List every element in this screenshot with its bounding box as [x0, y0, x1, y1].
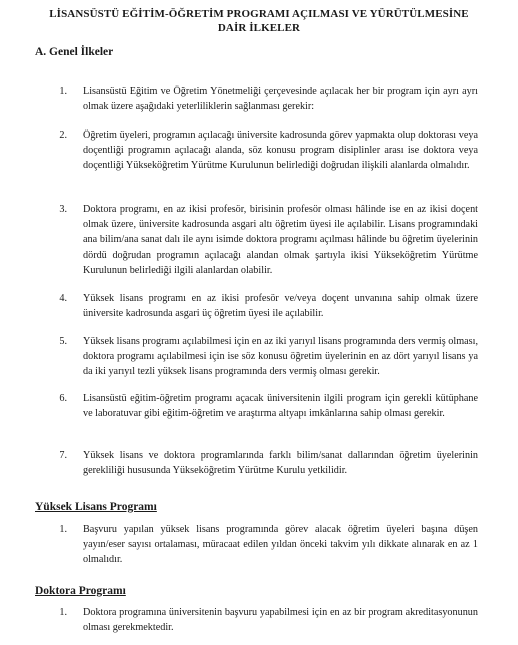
list-item	[40, 522, 478, 568]
list-item	[40, 291, 478, 321]
list-item-text: Doktora programı, en az ikisi profesör, birisinin profesör olması hâlinde ise en az ikisi doçent olmak üzere, üniversite kadrosunda asgari altı öğretim üyesi ile açılabilir. Lisans programındaki ana bilim/ana sanat dalı ile aynı isimde doktora programı açılması hâlinde bu öğretim üyelerinin dördü doğrudan programın açılacağı alandan olmak şartıyla ikisi Yükseköğretim Yürütme Kurulunun belirlediği ilgili alanlardan olabilir.	[83, 204, 478, 276]
list-item-number: 4.	[59, 293, 67, 304]
list-item-text: Başvuru yapılan yüksek lisans programında görev alacak öğretim üyeleri başına düşen yayın/eser sayısı ortalaması, müracaat edilen yıldan önceki takvim yılı dikkate alınarak en az 1 olmalıdır.	[83, 524, 478, 566]
list-item-text: Lisansüstü eğitim-öğretim programı açacak üniversitenin ilgili program için gerekli kütüphane ve laboratuvar gibi eğitim-öğretim ve araştırma altyapı imkânlarına sahip olması gerekir.	[83, 393, 478, 420]
list-item	[40, 202, 478, 278]
list-item-number: 2.	[59, 130, 67, 141]
list-item-text: Öğretim üyeleri, programın açılacağı üniversite kadrosunda görev yapmakta olup doktorası veya doçentliği programın açılacağı alanda, söz konusu program disiplinler arası ise doktora veya doçentliği Yükseköğretim Yürütme Kurulunun belirlediği doğrudan ilişkili alanlarda olmalıdır.	[83, 130, 478, 172]
list-item	[40, 605, 478, 635]
list-item-number: 1.	[59, 607, 67, 618]
list-item	[40, 334, 478, 380]
list-item-text: Doktora programına üniversitenin başvuru yapabilmesi için en az bir program akreditasyonunun olması gerekmektedir.	[83, 607, 478, 634]
document-title	[30, 7, 488, 35]
list-item-text: Lisansüstü Eğitim ve Öğretim Yönetmeliği çerçevesinde açılacak her bir program için ayrı ayrı olmak üzere aşağıdaki yeterliliklerin sağlanması gerekir:	[83, 86, 478, 113]
list-item	[40, 448, 478, 478]
list-item	[40, 391, 478, 421]
list-item	[40, 128, 478, 174]
list-item-number: 5.	[59, 336, 67, 347]
doktora-heading: Doktora Programı	[35, 585, 126, 597]
section-a-heading: A. Genel İlkeler	[35, 46, 114, 58]
list-item-text: Yüksek lisans ve doktora programlarında farklı bilim/sanat dallarından öğretim üyelerinin gerekliliği hususunda Yükseköğretim Yürütme Kurulu yetkilidir.	[83, 450, 478, 477]
list-item-number: 6.	[59, 393, 67, 404]
list-item-text: Yüksek lisans programı açılabilmesi için en az iki yarıyıl lisans programında ders vermiş olması, doktora programı açılabilmesi için ise söz konusu öğretim üyelerinin en az dört yarıyıl lisans ya da iki yarıyıl tezli yüksek lisans programında ders vermiş olması gerekir.	[83, 336, 478, 378]
list-item-number: 1.	[59, 86, 67, 97]
list-item-number: 1.	[59, 524, 67, 535]
list-item-number: 3.	[59, 204, 67, 215]
document-title-line-2: DAİR İLKELER	[217, 22, 301, 34]
list-item-text: Yüksek lisans programı en az ikisi profesör ve/veya doçent unvanına sahip olmak üzere üniversite kadrosunda asgari üç öğretim üyesi ile açılabilir.	[83, 293, 478, 320]
list-item	[40, 84, 478, 114]
list-item-number: 7.	[59, 450, 67, 461]
document-title-line-1: LİSANSÜSTÜ EĞİTİM-ÖĞRETİM PROGRAMI AÇILMASI VE YÜRÜTÜLMESİNE	[49, 8, 469, 20]
yuksek-lisans-heading: Yüksek Lisans Programı	[35, 501, 157, 513]
